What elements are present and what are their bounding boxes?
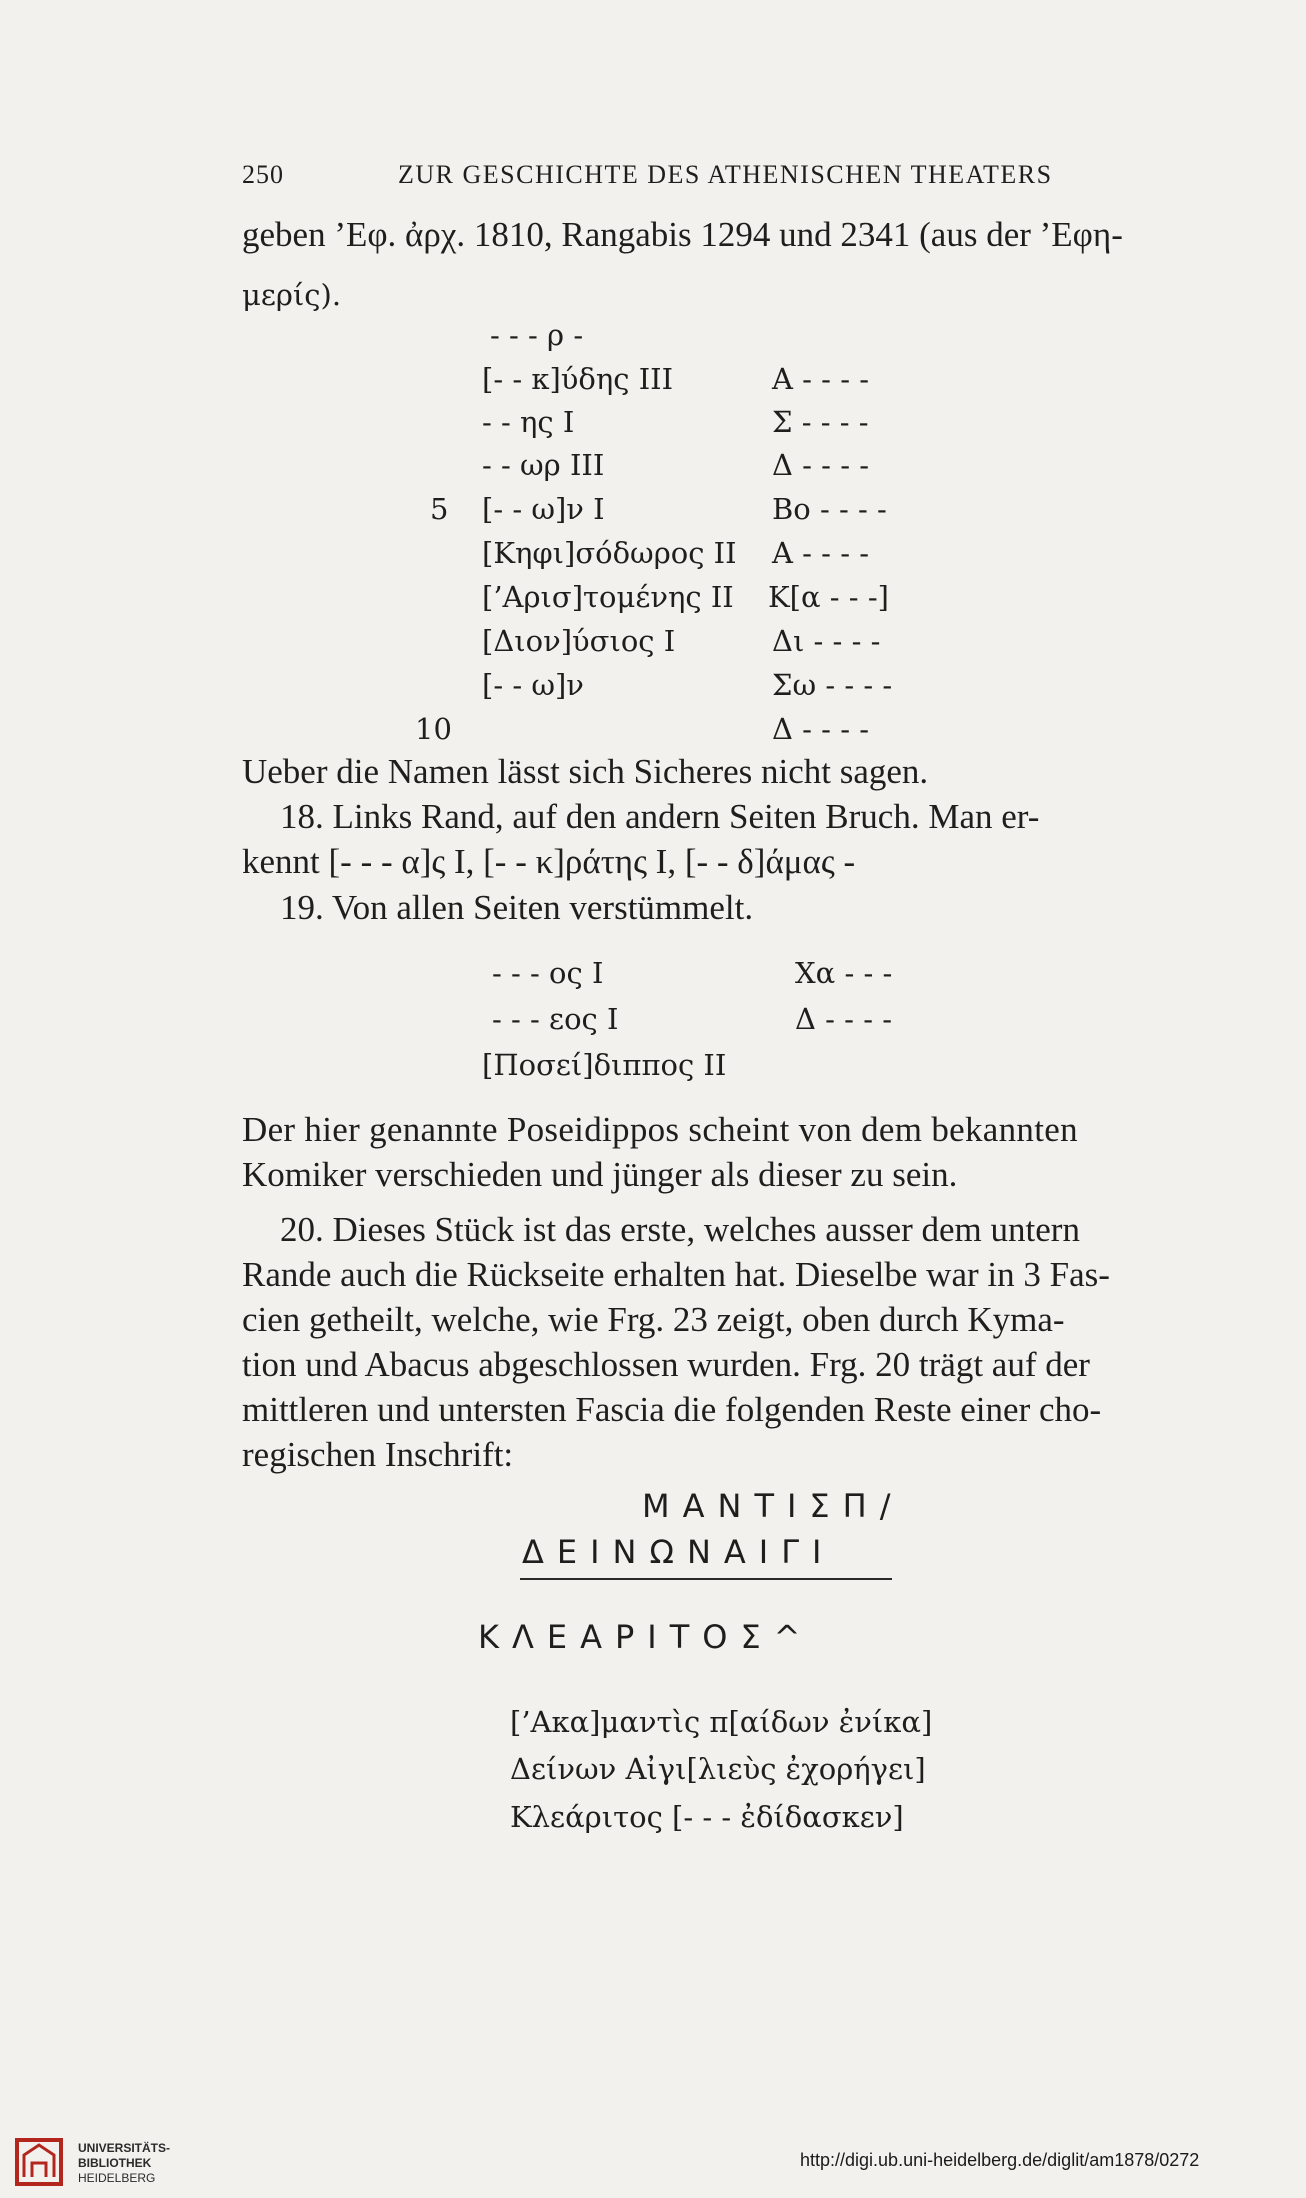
source-url-link[interactable]: http://digi.ub.uni-heidelberg.de/diglit/am1878/0272 [800, 2150, 1200, 2170]
transcription-line: [’Ακα]μαντὶς π[αίδων ἐνίκα] [510, 1705, 933, 1739]
table2-left-row: - - - εος I [492, 1002, 619, 1036]
item-20-line: cien getheilt, welche, wie Frg. 23 zeigt, oben durch Kyma- [242, 1300, 1065, 1339]
inscription-caps-line: ΜΑΝΤΙΣΠ/ [642, 1487, 904, 1525]
table2-right-row: Χα - - - [795, 956, 893, 990]
table1-left-row: - - - ρ - [490, 318, 584, 352]
item-18-line-2: kennt [- - - α]ς I, [- - κ]ράτης I, [- - δ]άμας - [242, 842, 856, 881]
table2-left-row: - - - ος I [492, 956, 604, 990]
table1-right-row: Βο - - - - [772, 492, 887, 526]
table1-left-row: [’Αρισ]τομένης II [482, 580, 734, 614]
table1-right-row: Δ - - - - [772, 448, 870, 482]
table1-right-row: Α - - - - [772, 362, 870, 396]
poseidippos-line-1: Der hier genannte Poseidippos scheint von dem bekannten [242, 1110, 1078, 1149]
table1-left-row: - - ωρ III [482, 448, 605, 482]
library-name [78, 2141, 170, 2186]
poseidippos-line-2: Komiker verschieden und jünger als dieser zu sein. [242, 1155, 958, 1194]
inscription-caps-line: ΔΕΙΝΩΝΑΙΓΙ [522, 1533, 835, 1571]
library-name-line: HEIDELBERG [78, 2171, 156, 2185]
table2-left-row: [Ποσεί]διππος II [482, 1048, 727, 1082]
table1-left-row: [Διον]ύσιος I [482, 624, 676, 658]
text-names-remark: Ueber die Namen lässt sich Sicheres nicht sagen. [242, 752, 929, 791]
table1-left-row: - - ης I [482, 405, 575, 439]
university-library-logo [14, 2137, 64, 2187]
item-20-line: Rande auch die Rückseite erhalten hat. Dieselbe war in 3 Fas- [242, 1255, 1110, 1294]
table1-right-row: Α - - - - [772, 536, 870, 570]
item-20-line: tion und Abacus abgeschlossen wurden. Frg. 20 trägt auf der [242, 1345, 1090, 1384]
item-20-line: mittleren und untersten Fascia die folgenden Reste einer cho- [242, 1390, 1102, 1429]
transcription-line: Κλεάριτος [- - - ἐδίδασκεν] [510, 1800, 904, 1834]
table1-line-number: 10 [415, 712, 452, 746]
table1-line-number: 5 [430, 492, 449, 526]
transcription-line: Δείνων Αἰγι[λιεὺς ἐχορήγει] [510, 1752, 926, 1786]
item-19: 19. Von allen Seiten verstümmelt. [280, 888, 754, 927]
table1-right-row: Δι - - - - [772, 624, 881, 658]
table1-right-row: Σ - - - - [772, 405, 869, 439]
table1-right-row: Δ - - - - [772, 712, 870, 746]
inscription-divider [520, 1578, 892, 1580]
item-20-line: 20. Dieses Stück ist das erste, welches ausser dem untern [280, 1210, 1080, 1249]
library-name-line: UNIVERSITÄTS- [78, 2141, 171, 2155]
item-18-text: 18. Links Rand, auf den andern Seiten Bruch. Man er- [280, 797, 1040, 836]
item-18-line-1 [280, 797, 1197, 837]
running-title: ZUR GESCHICHTE DES ATHENISCHEN THEATERS [398, 160, 1053, 189]
intro-line-1: geben ’Εφ. ἀρχ. 1810, Rangabis 1294 und 2341 (aus der ’Εφη- [242, 215, 1123, 254]
table2-right-row: Δ - - - - [795, 1002, 893, 1036]
intro-line-2: μερίς). [242, 278, 342, 312]
library-name-line: BIBLIOTHEK [78, 2156, 152, 2170]
item-20-line: regischen Inschrift: [242, 1435, 514, 1474]
page-number: 250 [242, 160, 284, 189]
table1-right-row: Κ[α - - -] [768, 580, 889, 614]
table1-left-row: [- - κ]ύδης III [482, 362, 674, 396]
table1-left-row: [Κηφι]σόδωρος II [482, 536, 737, 570]
table1-right-row: Σω - - - - [772, 668, 893, 702]
inscription-caps-line: ΚΛΕΑΡΙΤΟΣ^ [478, 1618, 814, 1656]
table1-left-row: [- - ω]ν I [482, 492, 605, 526]
table1-left-row: [- - ω]ν [482, 668, 584, 702]
